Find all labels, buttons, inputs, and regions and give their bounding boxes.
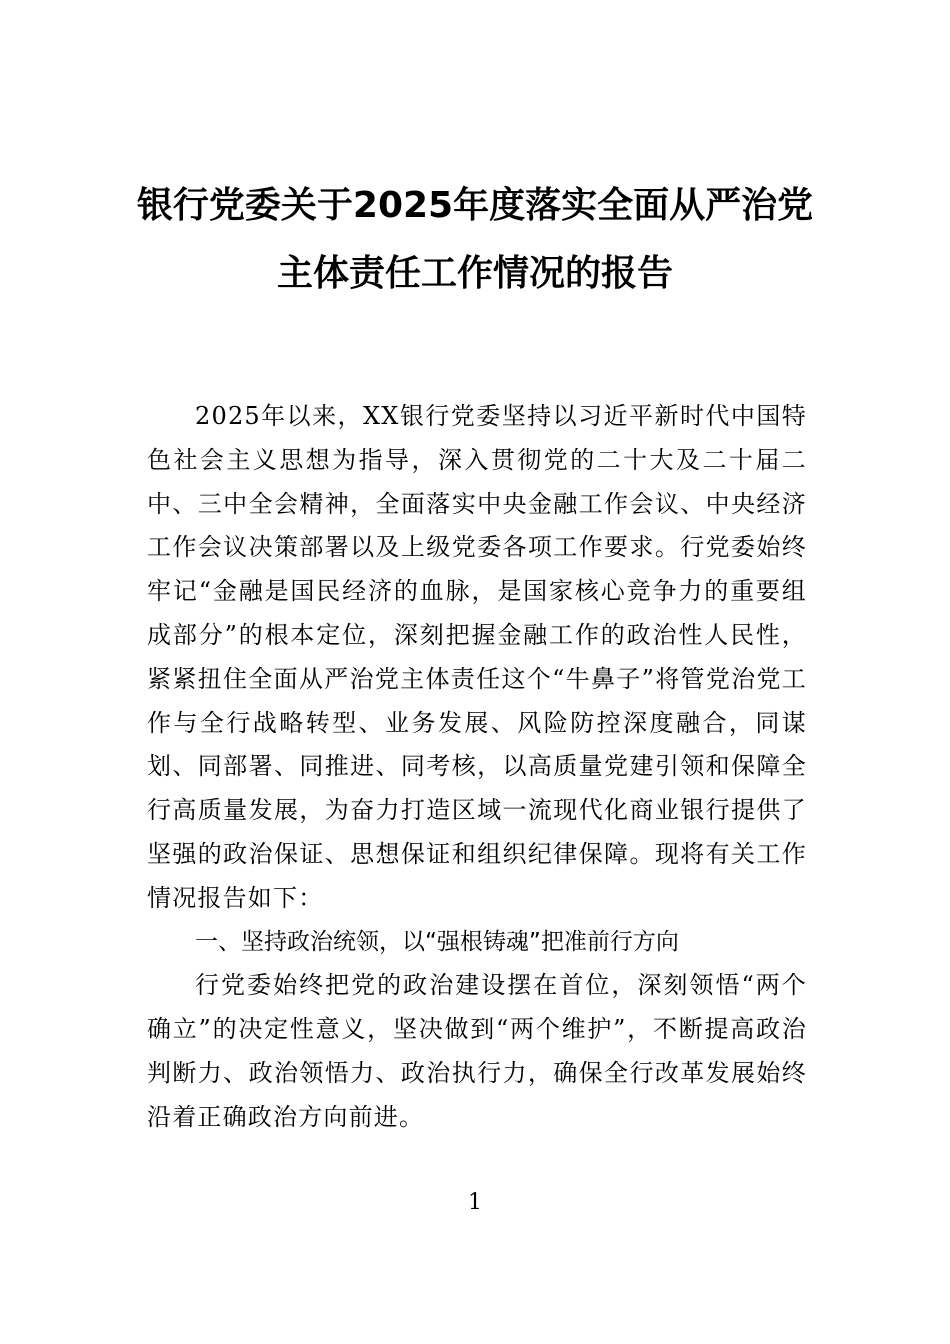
document-body [147,395,807,1140]
document-title [120,172,830,308]
intro-paragraph: 2025年以来，XX银行党委坚持以习近平新时代中国特色社会主义思想为指导，深入贯彻党的二十大及二十届二中、三中全会精神，全面落实中央金融工作会议、中央经济工作会议决策部署以及上级党委各项工作要求。行党委始终牢记“金融是国民经济的血脉，是国家核心竞争力的重要组成部分”的根本定位，深刻把握金融工作的政治性人民性，紧紧扭住全面从严治党主体责任这个“牛鼻子”将管党治党工作与全行战略转型、业务发展、风险防控深度融合，同谋划、同部署、同推进、同考核，以高质量党建引领和保障全行高质量发展，为奋力打造区域一流现代化商业银行提供了坚强的政治保证、思想保证和组织纪律保障。现将有关工作情况报告如下： [147,402,807,912]
title-line-2: 主体责任工作情况的报告 [276,253,673,294]
section-heading: 一、坚持政治统领，以“强根铸魂”把准前行方向 [195,928,679,955]
section-paragraph: 行党委始终把党的政治建设摆在首位，深刻领悟“两个确立”的决定性意义，坚决做到“两个维护”，不断提高政治判断力、政治领悟力、政治执行力，确保全行改革发展始终沿着正确政治方向前进。 [147,971,807,1131]
page-number: 1 [468,1190,482,1215]
title-line-1: 银行党委关于2025年度落实全面从严治党 [136,185,814,226]
